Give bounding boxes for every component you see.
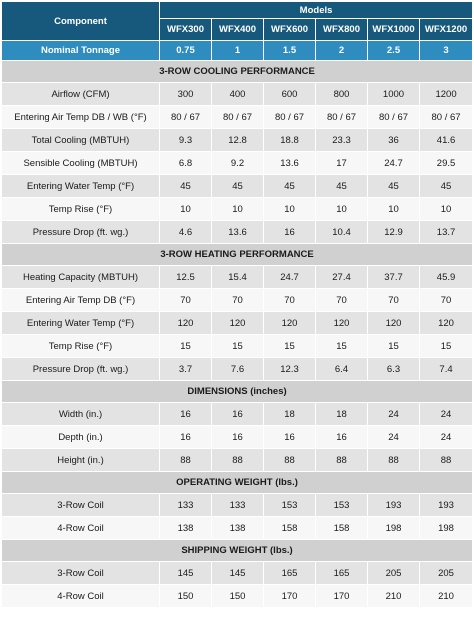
cell-value: 24 [420, 426, 472, 449]
cell-value: 15.4 [212, 266, 264, 289]
row-label: Entering Water Temp (°F) [2, 175, 160, 198]
cell-value: 80 / 67 [316, 106, 368, 129]
cell-value: 80 / 67 [420, 106, 472, 129]
table-row [2, 494, 472, 517]
cell-value: 6.4 [316, 358, 368, 381]
table-row [2, 221, 472, 244]
table-row [2, 198, 472, 221]
cell-value: 70 [368, 289, 420, 312]
row-label: 3-Row Coil [2, 562, 160, 585]
cell-value: 300 [160, 83, 212, 106]
specifications-table [2, 2, 472, 608]
cell-value: 17 [316, 152, 368, 175]
table-row [2, 449, 472, 472]
table-row [2, 403, 472, 426]
cell-value: 80 / 67 [368, 106, 420, 129]
cell-value: 88 [316, 449, 368, 472]
cell-value: 24 [368, 426, 420, 449]
cell-value: 9.2 [212, 152, 264, 175]
section-title: 3-ROW COOLING PERFORMANCE [2, 61, 472, 83]
tonnage-value: 3 [420, 41, 472, 61]
row-label: Entering Air Temp DB / WB (°F) [2, 106, 160, 129]
section-title: 3-ROW HEATING PERFORMANCE [2, 244, 472, 266]
cell-value: 210 [420, 585, 472, 608]
row-label: Airflow (CFM) [2, 83, 160, 106]
row-label: Temp Rise (°F) [2, 198, 160, 221]
cell-value: 88 [368, 449, 420, 472]
cell-value: 24 [420, 403, 472, 426]
cell-value: 16 [316, 426, 368, 449]
model-header: WFX1200 [420, 19, 472, 41]
cell-value: 15 [420, 335, 472, 358]
cell-value: 600 [264, 83, 316, 106]
model-header: WFX800 [316, 19, 368, 41]
cell-value: 16 [212, 403, 264, 426]
cell-value: 120 [316, 312, 368, 335]
row-label: 3-Row Coil [2, 494, 160, 517]
tonnage-value: 1.5 [264, 41, 316, 61]
cell-value: 88 [212, 449, 264, 472]
cell-value: 165 [316, 562, 368, 585]
table-row [2, 289, 472, 312]
table-row [2, 266, 472, 289]
cell-value: 10 [212, 198, 264, 221]
cell-value: 133 [160, 494, 212, 517]
cell-value: 1200 [420, 83, 472, 106]
cell-value: 133 [212, 494, 264, 517]
cell-value: 7.4 [420, 358, 472, 381]
row-label: Height (in.) [2, 449, 160, 472]
section-title: DIMENSIONS (inches) [2, 381, 472, 403]
cell-value: 12.8 [212, 129, 264, 152]
table-row [2, 312, 472, 335]
table-body [2, 61, 472, 608]
cell-value: 6.8 [160, 152, 212, 175]
cell-value: 45 [160, 175, 212, 198]
section-header-row [2, 540, 472, 562]
cell-value: 158 [316, 517, 368, 540]
cell-value: 170 [316, 585, 368, 608]
cell-value: 153 [264, 494, 316, 517]
cell-value: 12.9 [368, 221, 420, 244]
table-row [2, 129, 472, 152]
cell-value: 15 [212, 335, 264, 358]
cell-value: 120 [212, 312, 264, 335]
row-label: 4-Row Coil [2, 517, 160, 540]
cell-value: 12.5 [160, 266, 212, 289]
models-header-row [2, 2, 472, 19]
row-label: Depth (in.) [2, 426, 160, 449]
cell-value: 88 [264, 449, 316, 472]
row-label: Temp Rise (°F) [2, 335, 160, 358]
cell-value: 120 [264, 312, 316, 335]
model-header: WFX400 [212, 19, 264, 41]
row-label: Entering Air Temp DB (°F) [2, 289, 160, 312]
cell-value: 120 [368, 312, 420, 335]
section-header-row [2, 244, 472, 266]
tonnage-value: 1 [212, 41, 264, 61]
cell-value: 88 [160, 449, 212, 472]
cell-value: 145 [212, 562, 264, 585]
table-row [2, 426, 472, 449]
cell-value: 10 [264, 198, 316, 221]
table-row [2, 106, 472, 129]
cell-value: 70 [212, 289, 264, 312]
cell-value: 16 [160, 403, 212, 426]
cell-value: 45 [316, 175, 368, 198]
table-row [2, 175, 472, 198]
tonnage-value: 2 [316, 41, 368, 61]
cell-value: 15 [316, 335, 368, 358]
cell-value: 170 [264, 585, 316, 608]
row-label: Entering Water Temp (°F) [2, 312, 160, 335]
cell-value: 10.4 [316, 221, 368, 244]
cell-value: 205 [420, 562, 472, 585]
cell-value: 198 [420, 517, 472, 540]
models-header: Models [160, 2, 472, 19]
cell-value: 16 [212, 426, 264, 449]
cell-value: 18 [264, 403, 316, 426]
cell-value: 193 [420, 494, 472, 517]
nominal-tonnage-row [2, 41, 472, 61]
row-label: Heating Capacity (MBTUH) [2, 266, 160, 289]
tonnage-value: 2.5 [368, 41, 420, 61]
cell-value: 45 [264, 175, 316, 198]
cell-value: 45 [212, 175, 264, 198]
row-label: Pressure Drop (ft. wg.) [2, 221, 160, 244]
cell-value: 3.7 [160, 358, 212, 381]
cell-value: 36 [368, 129, 420, 152]
cell-value: 88 [420, 449, 472, 472]
cell-value: 24.7 [264, 266, 316, 289]
cell-value: 198 [368, 517, 420, 540]
cell-value: 45.9 [420, 266, 472, 289]
cell-value: 1000 [368, 83, 420, 106]
row-label: Total Cooling (MBTUH) [2, 129, 160, 152]
cell-value: 145 [160, 562, 212, 585]
model-header: WFX300 [160, 19, 212, 41]
cell-value: 24.7 [368, 152, 420, 175]
table-row [2, 358, 472, 381]
cell-value: 120 [420, 312, 472, 335]
cell-value: 16 [264, 426, 316, 449]
cell-value: 12.3 [264, 358, 316, 381]
row-label: Pressure Drop (ft. wg.) [2, 358, 160, 381]
cell-value: 10 [160, 198, 212, 221]
table-row [2, 152, 472, 175]
cell-value: 23.3 [316, 129, 368, 152]
cell-value: 800 [316, 83, 368, 106]
cell-value: 18.8 [264, 129, 316, 152]
cell-value: 150 [212, 585, 264, 608]
cell-value: 45 [420, 175, 472, 198]
cell-value: 15 [160, 335, 212, 358]
cell-value: 15 [368, 335, 420, 358]
cell-value: 80 / 67 [264, 106, 316, 129]
cell-value: 45 [368, 175, 420, 198]
cell-value: 120 [160, 312, 212, 335]
cell-value: 4.6 [160, 221, 212, 244]
cell-value: 70 [160, 289, 212, 312]
row-label: 4-Row Coil [2, 585, 160, 608]
cell-value: 41.6 [420, 129, 472, 152]
cell-value: 9.3 [160, 129, 212, 152]
cell-value: 70 [264, 289, 316, 312]
cell-value: 16 [264, 221, 316, 244]
table-row [2, 83, 472, 106]
cell-value: 70 [316, 289, 368, 312]
table-row [2, 562, 472, 585]
table-row [2, 585, 472, 608]
cell-value: 13.6 [264, 152, 316, 175]
cell-value: 400 [212, 83, 264, 106]
cell-value: 10 [316, 198, 368, 221]
cell-value: 138 [160, 517, 212, 540]
model-header: WFX1000 [368, 19, 420, 41]
cell-value: 10 [368, 198, 420, 221]
cell-value: 193 [368, 494, 420, 517]
tonnage-label: Nominal Tonnage [2, 41, 160, 61]
cell-value: 37.7 [368, 266, 420, 289]
cell-value: 153 [316, 494, 368, 517]
cell-value: 15 [264, 335, 316, 358]
section-header-row [2, 61, 472, 83]
cell-value: 10 [420, 198, 472, 221]
section-header-row [2, 472, 472, 494]
row-label: Sensible Cooling (MBTUH) [2, 152, 160, 175]
cell-value: 16 [160, 426, 212, 449]
cell-value: 24 [368, 403, 420, 426]
tonnage-value: 0.75 [160, 41, 212, 61]
cell-value: 6.3 [368, 358, 420, 381]
cell-value: 138 [212, 517, 264, 540]
cell-value: 18 [316, 403, 368, 426]
cell-value: 80 / 67 [160, 106, 212, 129]
cell-value: 29.5 [420, 152, 472, 175]
component-header: Component [2, 2, 160, 41]
row-label: Width (in.) [2, 403, 160, 426]
cell-value: 70 [420, 289, 472, 312]
table-row [2, 335, 472, 358]
cell-value: 210 [368, 585, 420, 608]
cell-value: 13.6 [212, 221, 264, 244]
model-header: WFX600 [264, 19, 316, 41]
table-row [2, 517, 472, 540]
section-title: OPERATING WEIGHT (lbs.) [2, 472, 472, 494]
section-header-row [2, 381, 472, 403]
cell-value: 150 [160, 585, 212, 608]
cell-value: 205 [368, 562, 420, 585]
cell-value: 13.7 [420, 221, 472, 244]
cell-value: 7.6 [212, 358, 264, 381]
section-title: SHIPPING WEIGHT (lbs.) [2, 540, 472, 562]
cell-value: 165 [264, 562, 316, 585]
cell-value: 27.4 [316, 266, 368, 289]
cell-value: 80 / 67 [212, 106, 264, 129]
cell-value: 158 [264, 517, 316, 540]
